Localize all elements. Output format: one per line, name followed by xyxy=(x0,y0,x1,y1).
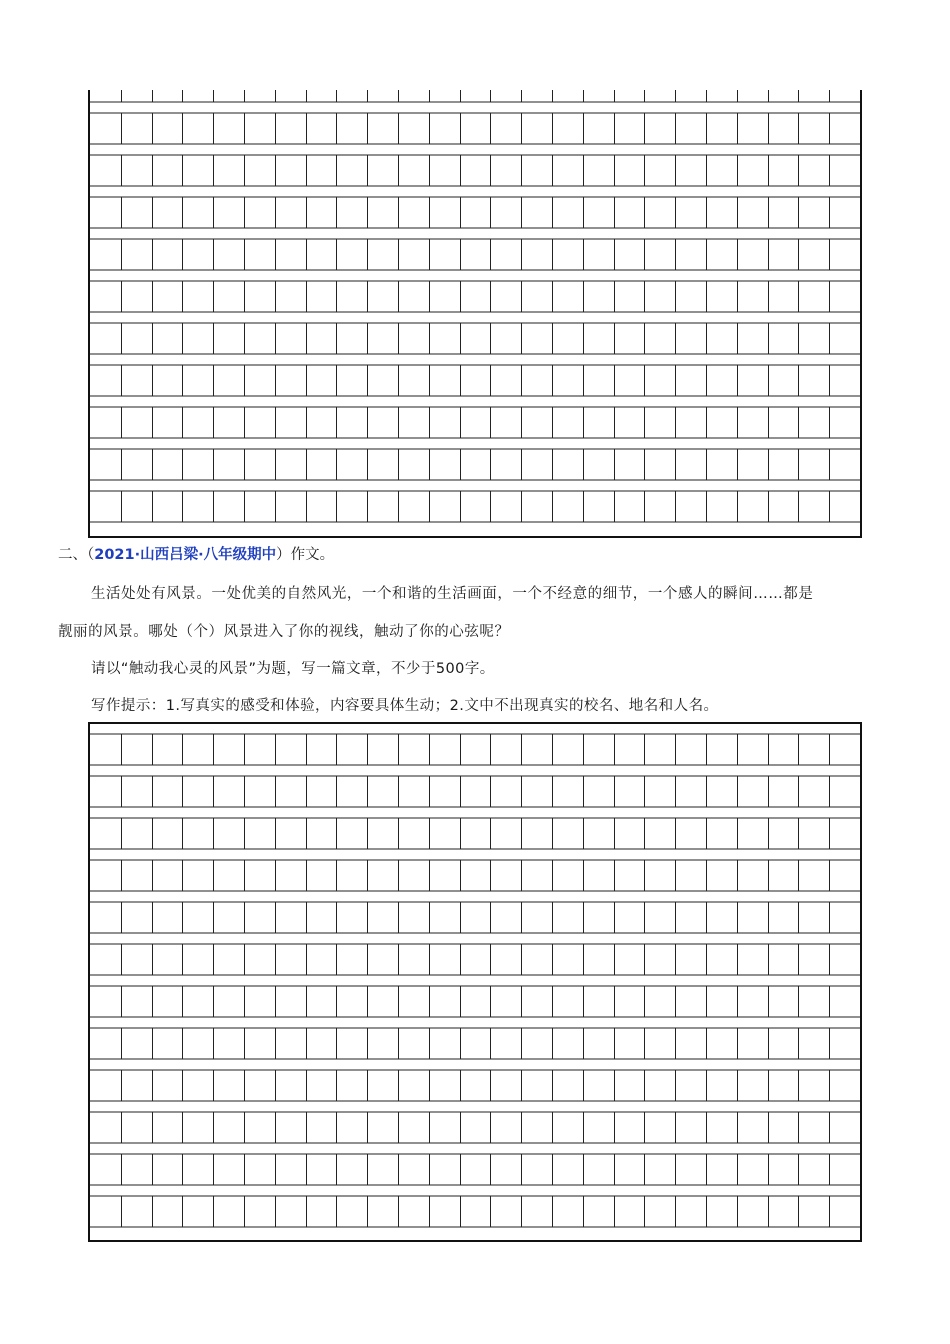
material-line-2: 靓丽的风景。哪处（个）风景进入了你的视线，触动了你的心弦呢？ xyxy=(58,624,510,640)
grid-row[interactable] xyxy=(90,1028,860,1059)
open-paren: （ xyxy=(87,547,95,563)
grid-row[interactable] xyxy=(90,1112,860,1143)
question-heading xyxy=(58,545,334,565)
question-type: 作文。 xyxy=(290,547,335,563)
grid-row[interactable] xyxy=(90,155,860,186)
grid-row[interactable] xyxy=(90,1154,860,1185)
grid-row[interactable] xyxy=(90,90,860,102)
grid-row[interactable] xyxy=(90,860,860,891)
grid-row[interactable] xyxy=(90,113,860,144)
grid-row[interactable] xyxy=(90,323,860,354)
grid-row[interactable] xyxy=(90,986,860,1017)
grid-row[interactable] xyxy=(90,365,860,396)
grid-row[interactable] xyxy=(90,1070,860,1101)
grid-row[interactable] xyxy=(90,407,860,438)
writing-tips: 写作提示：1.写真实的感受和体验，内容要具体生动；2.文中不出现真实的校名、地名和人名。 xyxy=(91,698,719,714)
answer-grid[interactable] xyxy=(88,722,862,1242)
material-line-1: 生活处处有风景。一处优美的自然风光，一个和谐的生活画面，一个不经意的细节，一个感人的瞬间……都是 xyxy=(91,586,814,602)
grid-row[interactable] xyxy=(90,902,860,933)
grid-row[interactable] xyxy=(90,281,860,312)
writing-prompt: 请以“触动我心灵的风景”为题，写一篇文章，不少于500字。 xyxy=(91,661,495,677)
grid-lines xyxy=(90,90,860,536)
close-paren: ） xyxy=(276,547,291,563)
grid-row[interactable] xyxy=(90,449,860,480)
grid-row[interactable] xyxy=(90,491,860,522)
grid-row[interactable] xyxy=(90,776,860,807)
grid-lines xyxy=(90,724,860,1240)
question-number: 二、 xyxy=(58,547,87,563)
grid-row[interactable] xyxy=(90,944,860,975)
grid-row[interactable] xyxy=(90,1196,860,1227)
grid-row[interactable] xyxy=(90,818,860,849)
answer-grid-continued[interactable] xyxy=(88,90,862,538)
question-source-tag: 2021·山西吕梁·八年级期中 xyxy=(94,547,277,563)
grid-row[interactable] xyxy=(90,197,860,228)
grid-row[interactable] xyxy=(90,239,860,270)
grid-row[interactable] xyxy=(90,734,860,765)
